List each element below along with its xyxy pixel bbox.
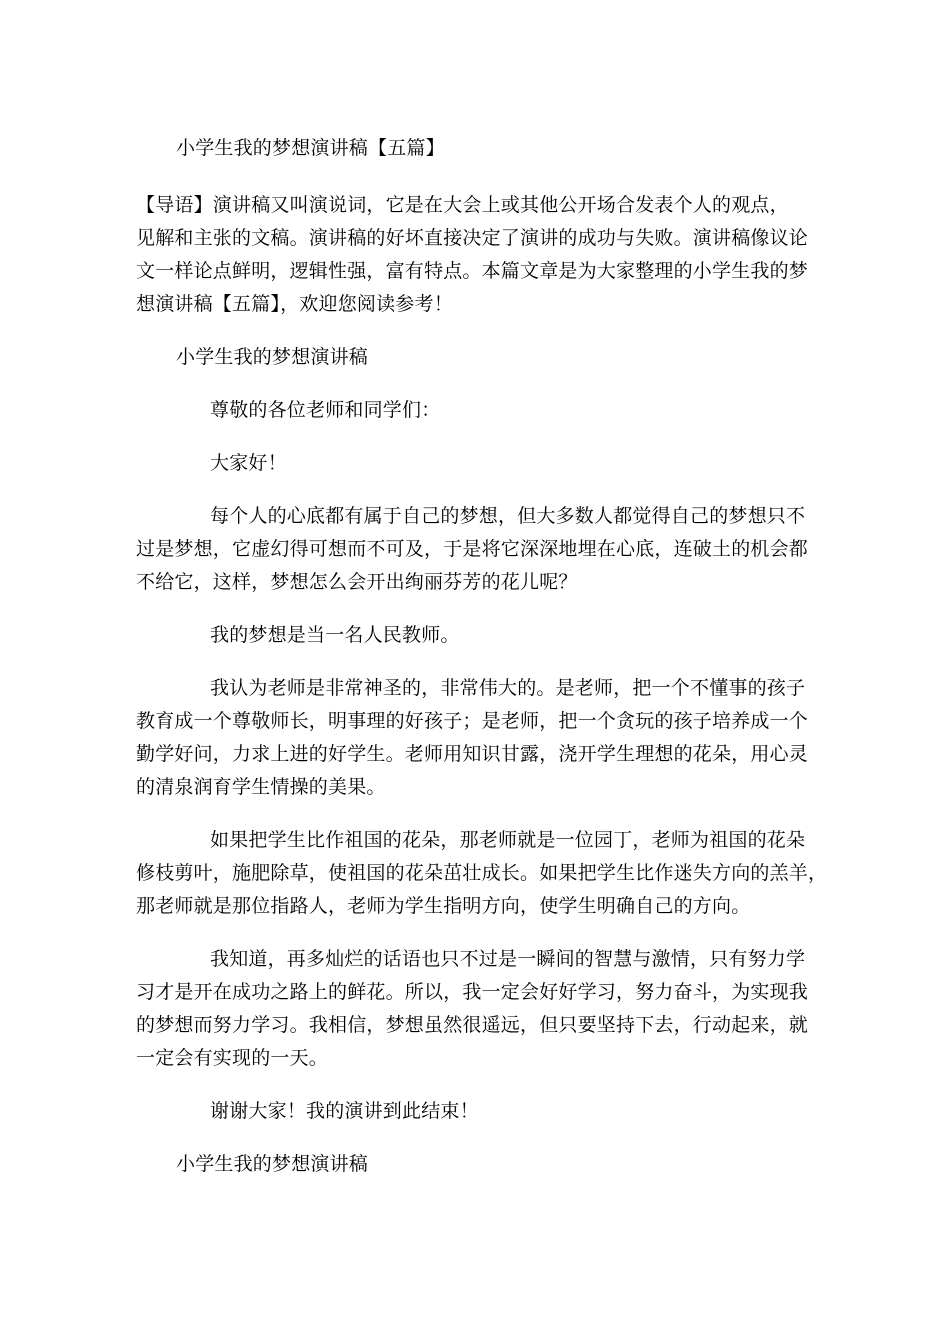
section-heading: 小学生我的梦想演讲稿 <box>176 346 369 368</box>
paragraph-line: 过是梦想，它虚幻得可想而不可及，于是将它深深地埋在心底，连破土的机会都 <box>136 538 809 560</box>
paragraph-line: 的清泉润育学生情操的美果。 <box>136 776 386 798</box>
intro-line: 见解和主张的文稿。演讲稿的好坏直接决定了演讲的成功与失败。演讲稿像议论 <box>136 227 809 249</box>
paragraph-line: 教育成一个尊敬师长，明事理的好孩子；是老师，把一个贪玩的孩子培养成一个 <box>136 710 809 732</box>
paragraph-line: 那老师就是那位指路人，老师为学生指明方向，使学生明确自己的方向。 <box>136 895 751 917</box>
paragraph-line: 不给它，这样，梦想怎么会开出绚丽芬芳的花儿呢？ <box>136 571 578 593</box>
closing-line: 谢谢大家！我的演讲到此结束！ <box>210 1100 479 1122</box>
paragraph-line: 的梦想而努力学习。我相信，梦想虽然很遥远，但只要坚持下去，行动起来，就 <box>136 1014 809 1036</box>
paragraph-line: 习才是开在成功之路上的鲜花。所以，我一定会好好学习，努力奋斗，为实现我 <box>136 981 809 1003</box>
paragraph-line: 修枝剪叶，施肥除草，使祖国的花朵茁壮成长。如果把学生比作迷失方向的羔羊， <box>136 862 828 884</box>
paragraph-line: 如果把学生比作祖国的花朵，那老师就是一位园丁，老师为祖国的花朵 <box>210 829 806 851</box>
paragraph-line: 我认为老师是非常神圣的，非常伟大的。是老师，把一个不懂事的孩子 <box>210 677 806 699</box>
paragraph-line: 勤学好问，力求上进的好学生。老师用知识甘露，浇开学生理想的花朵，用心灵 <box>136 743 809 765</box>
paragraph-line: 每个人的心底都有属于自己的梦想，但大多数人都觉得自己的梦想只不 <box>210 505 806 527</box>
paragraph-line: 我知道，再多灿烂的话语也只不过是一瞬间的智慧与激情，只有努力学 <box>210 948 806 970</box>
greeting-line: 尊敬的各位老师和同学们： <box>210 399 441 421</box>
paragraph-line: 一定会有实现的一天。 <box>136 1047 329 1069</box>
section-heading: 小学生我的梦想演讲稿 <box>176 1153 369 1175</box>
hello-line: 大家好！ <box>210 452 287 474</box>
document-title: 小学生我的梦想演讲稿【五篇】 <box>176 137 445 159</box>
intro-line: 【导语】演讲稿又叫演说词，它是在大会上或其他公开场合发表个人的观点， <box>136 194 789 216</box>
intro-line: 文一样论点鲜明，逻辑性强，富有特点。本篇文章是为大家整理的小学生我的梦 <box>136 260 809 282</box>
paragraph-line: 我的梦想是当一名人民教师。 <box>210 624 460 646</box>
intro-line: 想演讲稿【五篇】，欢迎您阅读参考！ <box>136 293 453 315</box>
